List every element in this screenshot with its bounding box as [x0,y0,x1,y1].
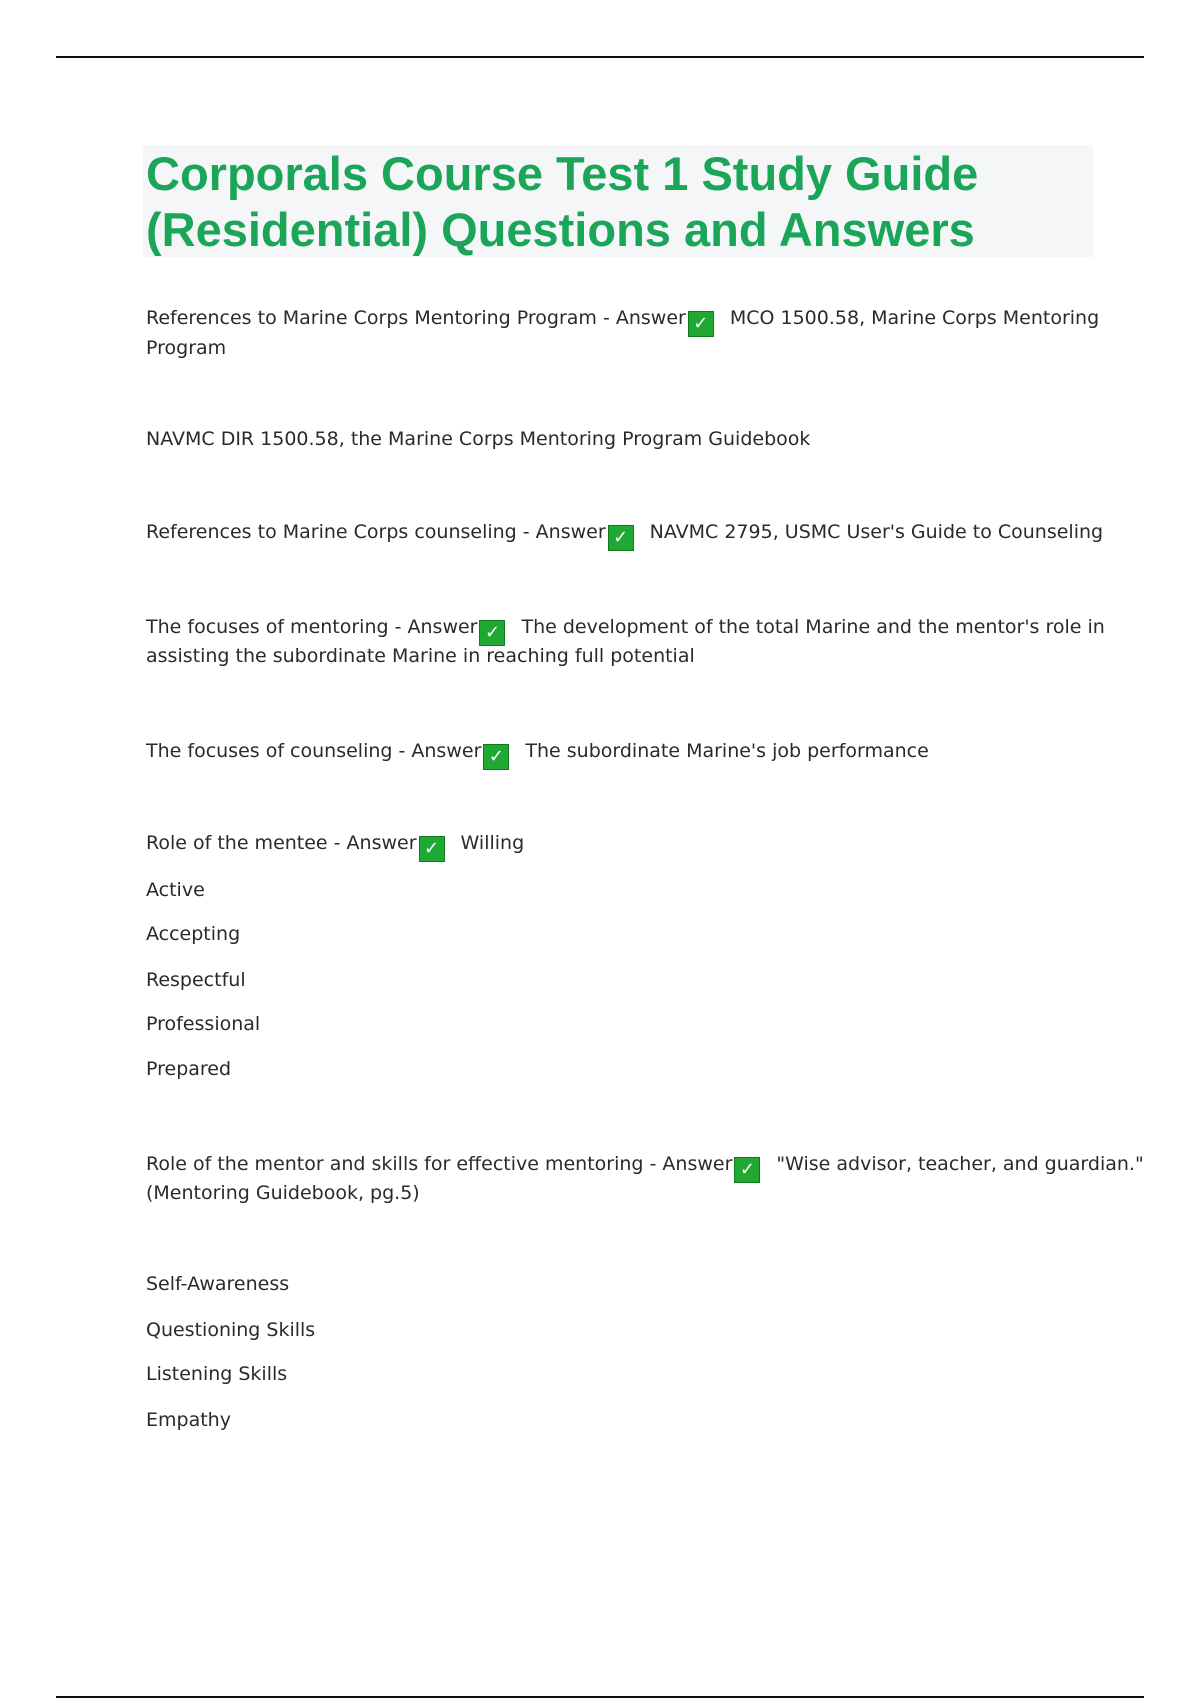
answer-text: MCO 1500.58, Marine Corps Mentoring [729,307,1100,329]
footer-rule [56,1696,1144,1698]
answer-text: The development of the total Marine and the mentor's role in [521,616,1105,638]
list-item: Accepting [146,923,241,945]
document-title-line-2: (Residential) Questions and Answers [146,203,975,256]
list-item: Empathy [146,1409,231,1431]
check-mark-icon: ✓ [419,836,445,862]
check-mark-icon: ✓ [608,525,634,551]
answer-text: "Wise advisor, teacher, and guardian." [776,1153,1144,1175]
list-item: Professional [146,1013,261,1035]
qa-question-row [146,737,929,770]
qa-question-row [146,829,524,862]
check-mark-icon: ✓ [734,1157,760,1183]
list-item: Prepared [146,1058,232,1080]
answer-text: Willing [460,832,525,854]
question-text: The focuses of counseling - Answer [146,740,482,762]
list-item: Questioning Skills [146,1319,316,1341]
list-item: Respectful [146,969,246,991]
list-item: Self-Awareness [146,1273,290,1295]
question-text: Role of the mentor and skills for effective mentoring - Answer [146,1153,733,1175]
header-rule [56,56,1144,58]
answer-continuation: Program [146,337,227,359]
answer-continuation: (Mentoring Guidebook, pg.5) [146,1182,420,1204]
check-mark-icon: ✓ [479,620,505,646]
answer-text: The subordinate Marine's job performance [525,740,929,762]
list-item: Active [146,879,205,901]
question-text: Role of the mentee - Answer [146,832,417,854]
question-text: References to Marine Corps Mentoring Program - Answer [146,307,686,329]
document-title-line-1: Corporals Course Test 1 Study Guide [146,147,979,200]
check-mark-icon: ✓ [483,744,509,770]
check-mark-icon: ✓ [688,311,714,337]
qa-question-row [146,518,1103,551]
question-text: The focuses of mentoring - Answer [146,616,478,638]
question-text: References to Marine Corps counseling - Answer [146,521,606,543]
list-item: Listening Skills [146,1363,288,1385]
qa-question-row [146,304,1099,337]
answer-extra-line: NAVMC DIR 1500.58, the Marine Corps Mentoring Program Guidebook [146,428,811,450]
answer-text: NAVMC 2795, USMC User's Guide to Counseling [649,521,1104,543]
answer-continuation: assisting the subordinate Marine in reaching full potential [146,645,695,667]
